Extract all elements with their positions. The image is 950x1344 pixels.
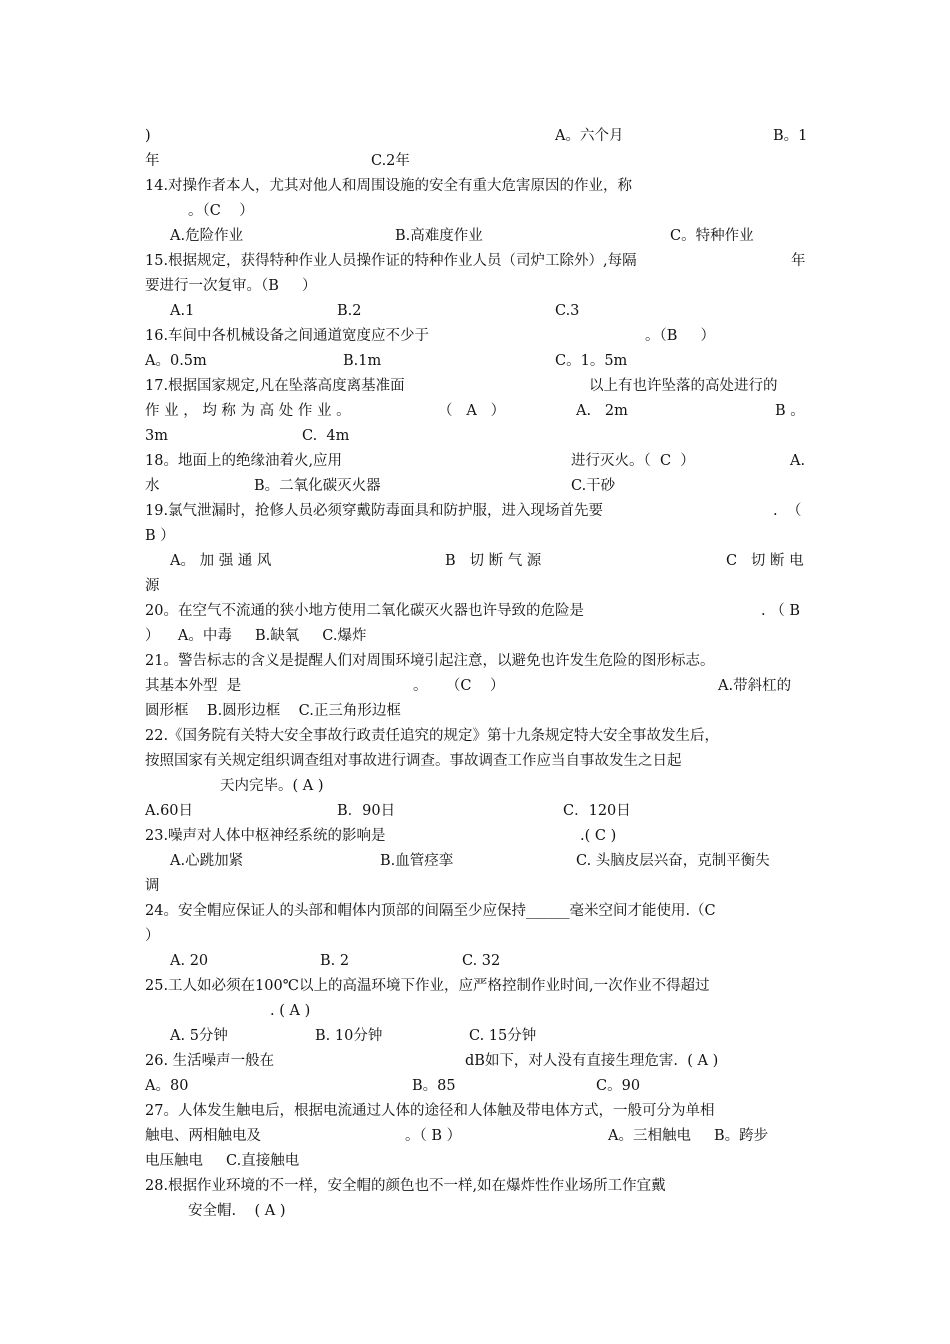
option-c: C. 4m [302, 428, 350, 444]
text-line: 触电、两相触电及 [145, 1128, 261, 1144]
option-a: A. 5分钟 [170, 1028, 228, 1044]
text-line: 源 [145, 578, 160, 594]
answer-line: （ A ） [438, 403, 506, 419]
answer-line: 。（B ） [645, 328, 715, 344]
option-c: C.3 [555, 303, 580, 319]
option-a: A。80 [145, 1078, 189, 1094]
question-14: 14.对操作者本人，尤其对他人和周围设施的安全有重大危害原因的作业，称 [145, 178, 633, 194]
option-a: A.60日 [145, 803, 194, 819]
option-a: A.心跳加紧 [170, 853, 244, 869]
option-a: A。三相触电 B。跨步 [608, 1128, 769, 1144]
text-line: 年 [791, 253, 806, 269]
option-c: C．120日 [563, 803, 631, 819]
option-c: C. 32 [462, 953, 501, 969]
option-a: A。0.5m [145, 353, 207, 369]
answer-line: 安全帽. ( A ) [188, 1203, 286, 1219]
option-b: B 切 断 气 源 [445, 553, 542, 569]
option-b: B. 10分钟 [315, 1028, 383, 1044]
question-26: 26. 生活噪声一般在 [145, 1053, 275, 1069]
text-line: 以上有也许坠落的高处进行的 [589, 378, 778, 394]
option-a: A.危险作业 [170, 228, 244, 244]
options-line: ） A。中毒 B.缺氧 C.爆炸 [145, 628, 367, 644]
text-line: ) [145, 128, 151, 144]
option-b: B．90日 [337, 803, 396, 819]
question-16: 16.车间中各机械设备之间通道宽度应不少于 [145, 328, 430, 344]
text-line: 按照国家有关规定组织调查组对事故进行调查。事故调查工作应当自事故发生之日起 [145, 753, 682, 769]
option-b: B。85 [412, 1078, 456, 1094]
option-c: C.2年 [371, 153, 410, 169]
text-line: 其基本外型 是 [145, 678, 242, 694]
option-c: C。90 [596, 1078, 641, 1094]
question-27: 27。人体发生触电后，根据电流通过人体的途径和人体触及带电体方式，一般可分为单相 [145, 1103, 715, 1119]
option-b: B。二氧化碳灭火器 [254, 478, 381, 494]
answer-line: ） [145, 928, 160, 944]
answer-line: . ( A ) [270, 1003, 311, 1019]
answer-line: 天内完毕。( A ) [220, 778, 324, 794]
question-22: 22.《国务院有关特大安全事故行政责任追究的规定》第十九条规定特大安全事故发生后， [145, 728, 720, 744]
answer-line: .( C ) [580, 828, 617, 844]
option-b: B. 2 [320, 953, 350, 969]
question-15: 15.根据规定，获得特种作业人员操作证的特种作业人员（司炉工除外）,每隔 [145, 253, 637, 269]
options-line: 圆形框 B.圆形边框 C.正三角形边框 [145, 703, 401, 719]
option-c: C。特种作业 [670, 228, 754, 244]
question-23: 23.噪声对人体中枢神经系统的影响是 [145, 828, 386, 844]
question-21: 21。警告标志的含义是提醒人们对周围环境引起注意，以避免也许发生危险的图形标志。 [145, 653, 715, 669]
option-c: C. 15分钟 [469, 1028, 537, 1044]
options-line: 电压触电 C.直接触电 [145, 1153, 300, 1169]
text-line: 3m [145, 428, 168, 444]
text-line: 水 [145, 478, 160, 494]
option-a: A.1 [170, 303, 195, 319]
option-c: C 切 断 电 [726, 553, 804, 569]
question-19: 19.氯气泄漏时，抢修人员必须穿戴防毒面具和防护服，进入现场首先要 [145, 503, 604, 519]
answer-line: 。 （C ） [413, 678, 505, 694]
option-b: B.高难度作业 [395, 228, 483, 244]
option-b: B。1 [773, 128, 808, 144]
option-c: C.干砂 [571, 478, 616, 494]
option-b: B.1m [343, 353, 382, 369]
text-line: 调 [145, 878, 160, 894]
option-c: C. 头脑皮层兴奋，克制平衡失 [576, 853, 770, 869]
answer-line: B ） [145, 528, 175, 544]
option-a: A。六个月 [555, 128, 624, 144]
question-17: 17.根据国家规定,凡在坠落高度离基准面 [145, 378, 405, 394]
answer-line: 要进行一次复审。（B ） [145, 278, 317, 294]
option-a: A. 20 [170, 953, 209, 969]
question-28: 28.根据作业环境的不一样，安全帽的颜色也不一样,如在爆炸性作业场所工作宜戴 [145, 1178, 666, 1194]
question-25: 25.工人如必须在100℃以上的高温环境下作业，应严格控制作业时间,一次作业不得超过 [145, 978, 710, 994]
question-20: 20。在空气不流通的狭小地方使用二氧化碳灭火器也许导致的危险是 [145, 603, 584, 619]
option-b: B.血管痉挛 [380, 853, 454, 869]
answer-line: . （ [773, 503, 802, 519]
text-line: 作 业 ， 均 称 为 高 处 作 业 。 [145, 403, 351, 419]
answer-line: 进行灭火。（ C ） [571, 453, 695, 469]
option-a: A。 加 强 通 风 [170, 553, 272, 569]
option-b: B 。 [775, 403, 805, 419]
answer-line: . （ B [761, 603, 800, 619]
option-a: A. 2m [576, 403, 628, 419]
answer-line: 。（C ） [188, 203, 254, 219]
text-line: 年 [145, 153, 160, 169]
option-c: C。1。5m [555, 353, 628, 369]
answer-line: 。（ B ） [405, 1128, 462, 1144]
text-line: dB如下，对人没有直接生理危害. ( A ) [465, 1053, 719, 1069]
question-18: 18。地面上的绝缘油着火,应用 [145, 453, 343, 469]
option-a: A. [790, 453, 806, 469]
option-b: B.2 [337, 303, 362, 319]
option-a: A.带斜杠的 [718, 678, 792, 694]
question-24: 24。安全帽应保证人的头部和帽体内顶部的间隔至少应保持______毫米空间才能使用.（C [145, 903, 716, 919]
